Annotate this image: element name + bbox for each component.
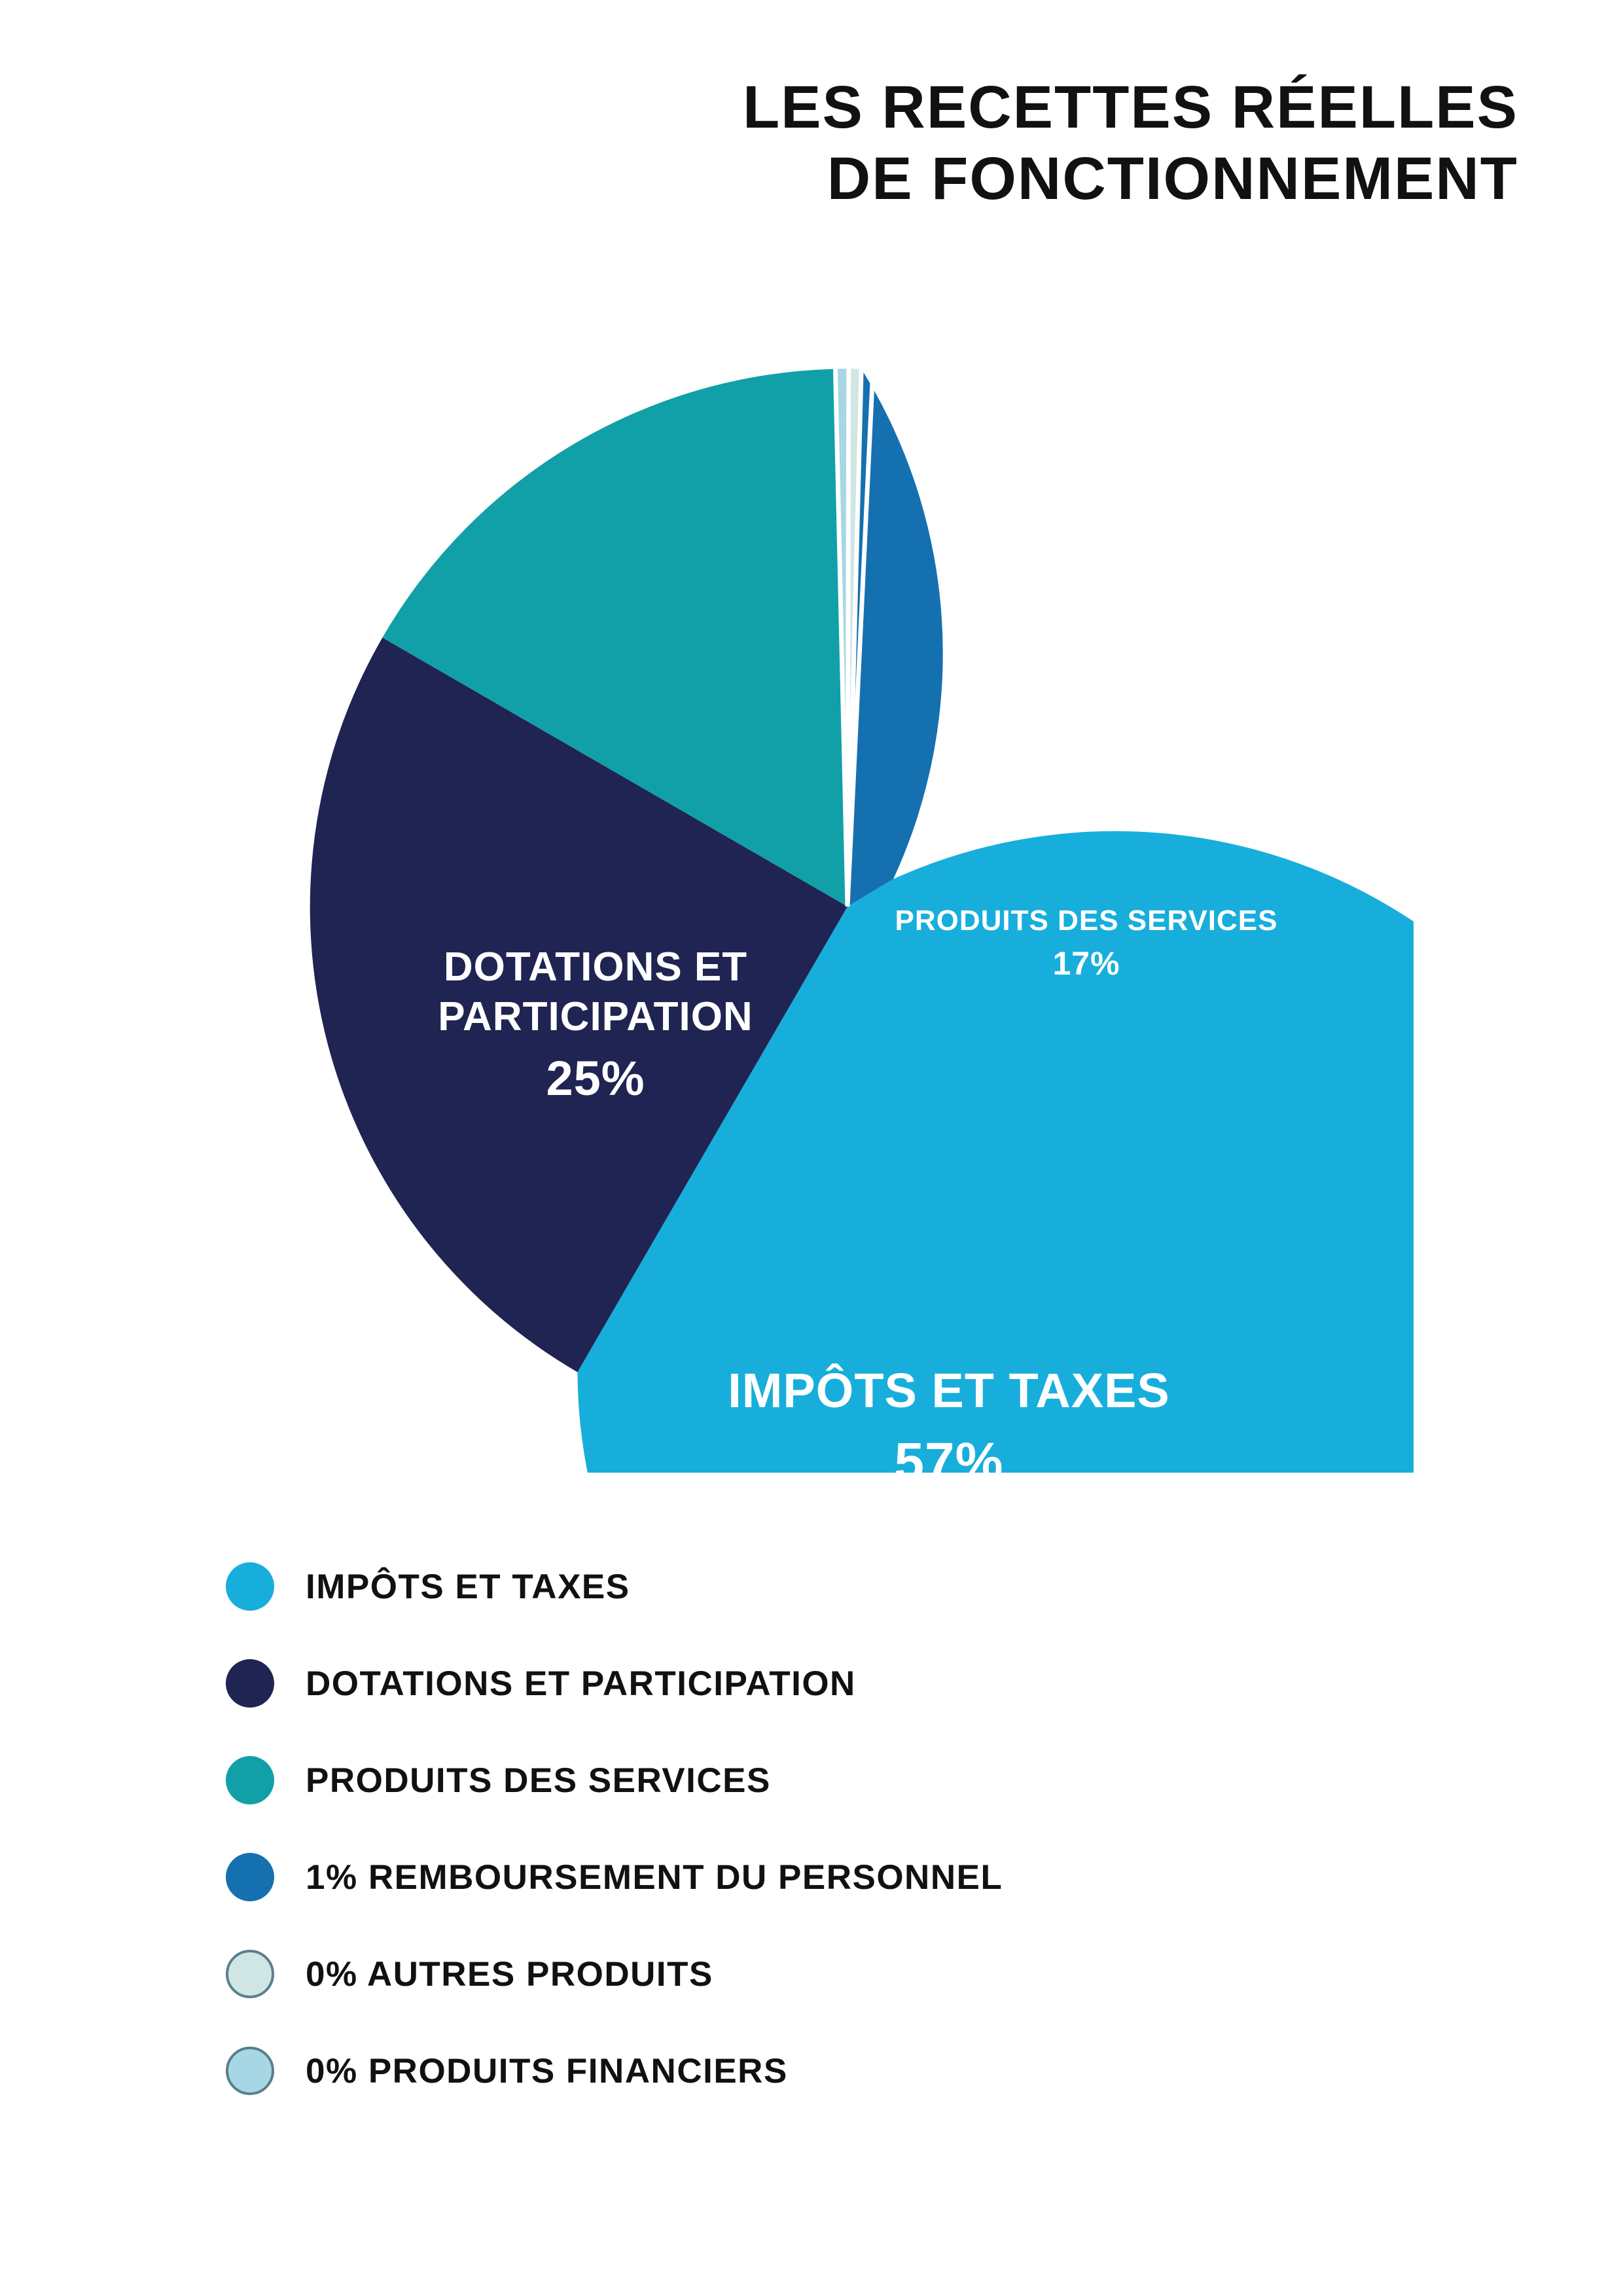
pie-label-services-text: PRODUITS DES SERVICES <box>895 905 1278 937</box>
legend-item-autres-produits[interactable] <box>226 1926 1338 2022</box>
legend-item-label: PRODUITS DES SERVICES <box>306 1761 771 1800</box>
legend-item-dotations-et-participation[interactable] <box>226 1635 1338 1732</box>
pie-svg <box>281 340 1414 1473</box>
legend-swatch-icon <box>226 1562 274 1611</box>
legend-swatch-icon <box>226 1950 274 1998</box>
legend-item-label: 1% REMBOURSEMENT DU PERSONNEL <box>306 1857 1003 1897</box>
page-title-line-1: LES RECETTES RÉELLES <box>742 74 1518 141</box>
legend-swatch-icon <box>226 1756 274 1804</box>
legend-item-produits-des-services[interactable] <box>226 1732 1338 1829</box>
page-title-line-2: DE FONCTIONNEMENT <box>827 145 1518 212</box>
legend-item-label: 0% PRODUITS FINANCIERS <box>306 2051 788 2090</box>
legend-item-label: IMPÔTS ET TAXES <box>306 1567 630 1606</box>
legend-item-label: 0% AUTRES PRODUITS <box>306 1954 713 1994</box>
pie-label-dotations-percent: 25% <box>546 1051 645 1106</box>
pie-label-services-percent: 17% <box>1052 944 1120 982</box>
pie-label-dotations-text-2: PARTICIPATION <box>438 994 753 1039</box>
page-title <box>743 72 1518 214</box>
pie-label-impots-percent: 57% <box>894 1432 1004 1492</box>
legend-swatch-icon <box>226 2047 274 2095</box>
pie-chart <box>0 314 1623 1512</box>
chart-legend <box>226 1538 1338 2119</box>
legend-item-produits-financiers[interactable] <box>226 2022 1338 2119</box>
pie-graphic <box>281 340 1414 1473</box>
legend-item-impots-et-taxes[interactable] <box>226 1538 1338 1635</box>
pie-label-dotations-text-1: DOTATIONS ET <box>443 944 748 990</box>
legend-item-label: DOTATIONS ET PARTICIPATION <box>306 1664 856 1703</box>
legend-swatch-icon <box>226 1659 274 1708</box>
legend-swatch-icon <box>226 1853 274 1901</box>
legend-item-remboursement-du-personnel[interactable] <box>226 1829 1338 1926</box>
pie-label-impots-text: IMPÔTS ET TAXES <box>728 1363 1170 1418</box>
